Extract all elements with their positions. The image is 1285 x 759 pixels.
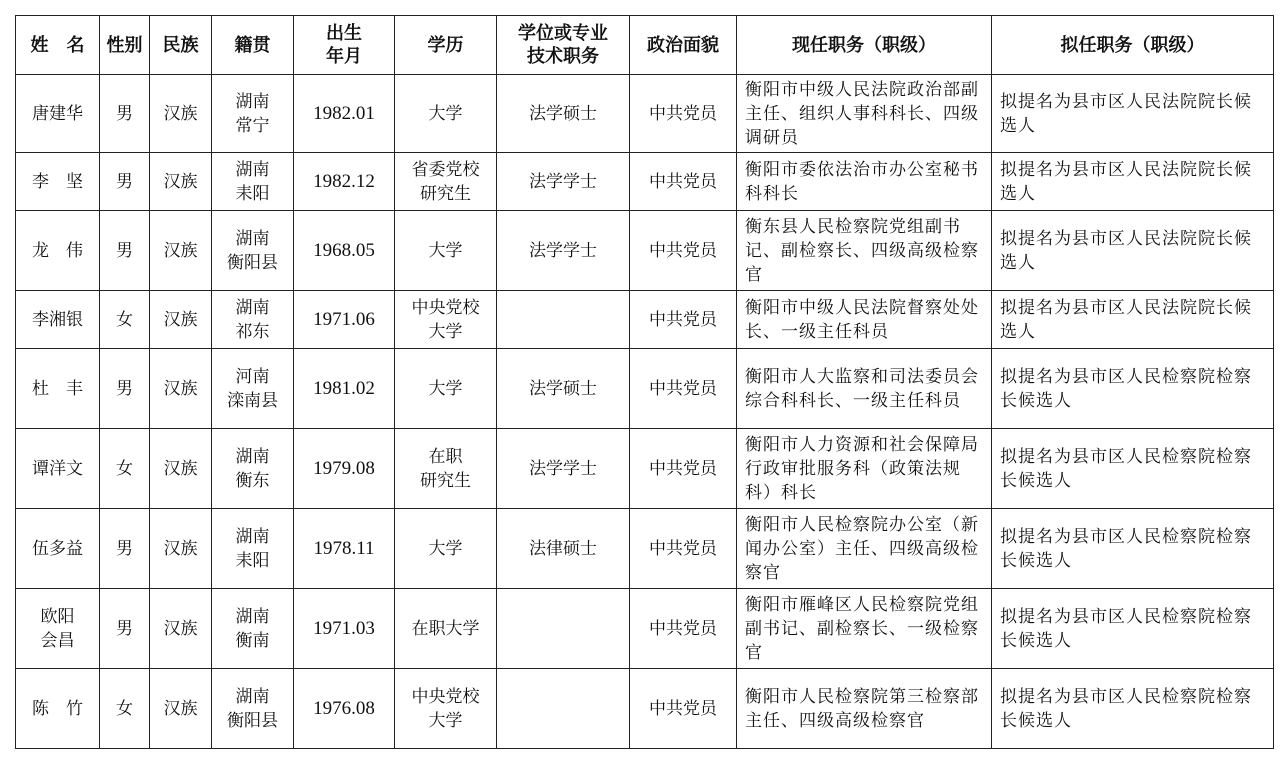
cell-proposed: 拟提名为县市区人民检察院检察长候选人	[992, 349, 1274, 429]
column-header-gender: 性别	[100, 16, 150, 75]
cell-origin: 湖南 衡阳县	[212, 669, 294, 749]
cell-current: 衡阳市委依法治市办公室秘书科科长	[737, 153, 992, 211]
cell-gender: 男	[100, 211, 150, 291]
cell-gender: 男	[100, 349, 150, 429]
cell-name: 欧阳 会昌	[16, 589, 100, 669]
table-header-row	[16, 16, 1274, 75]
cell-proposed: 拟提名为县市区人民法院院长候选人	[992, 75, 1274, 153]
cell-name: 唐建华	[16, 75, 100, 153]
cell-party: 中共党员	[630, 429, 737, 509]
cell-ethnic: 汉族	[150, 589, 212, 669]
cell-ethnic: 汉族	[150, 153, 212, 211]
cell-origin: 湖南 衡南	[212, 589, 294, 669]
cell-ethnic: 汉族	[150, 75, 212, 153]
cell-origin: 湖南 衡东	[212, 429, 294, 509]
cell-birth: 1968.05	[294, 211, 395, 291]
cell-proposed: 拟提名为县市区人民检察院检察长候选人	[992, 669, 1274, 749]
cell-current: 衡阳市人民检察院第三检察部主任、四级高级检察官	[737, 669, 992, 749]
cell-degree	[497, 291, 630, 349]
cell-current: 衡阳市中级人民法院政治部副主任、组织人事科科长、四级调研员	[737, 75, 992, 153]
cell-current: 衡阳市雁峰区人民检察院党组副书记、副检察长、一级检察官	[737, 589, 992, 669]
cell-degree: 法学学士	[497, 211, 630, 291]
column-header-party: 政治面貌	[630, 16, 737, 75]
cell-edu: 大学	[395, 75, 497, 153]
cell-proposed: 拟提名为县市区人民法院院长候选人	[992, 153, 1274, 211]
cell-edu: 中央党校 大学	[395, 669, 497, 749]
cell-degree: 法学硕士	[497, 349, 630, 429]
cell-current: 衡阳市中级人民法院督察处处长、一级主任科员	[737, 291, 992, 349]
cell-current: 衡阳市人力资源和社会保障局行政审批服务科（政策法规科）科长	[737, 429, 992, 509]
table-row	[16, 589, 1274, 669]
cell-edu: 在职 研究生	[395, 429, 497, 509]
cell-gender: 女	[100, 429, 150, 509]
table-row	[16, 429, 1274, 509]
table-row	[16, 291, 1274, 349]
cell-origin: 湖南 耒阳	[212, 153, 294, 211]
cell-ethnic: 汉族	[150, 509, 212, 589]
cell-gender: 女	[100, 669, 150, 749]
cell-birth: 1982.01	[294, 75, 395, 153]
cell-edu: 在职大学	[395, 589, 497, 669]
column-header-current: 现任职务（职级）	[737, 16, 992, 75]
cell-gender: 女	[100, 291, 150, 349]
cell-party: 中共党员	[630, 669, 737, 749]
cell-gender: 男	[100, 153, 150, 211]
cell-birth: 1971.06	[294, 291, 395, 349]
cell-origin: 河南 滦南县	[212, 349, 294, 429]
cell-birth: 1971.03	[294, 589, 395, 669]
cell-ethnic: 汉族	[150, 211, 212, 291]
cell-origin: 湖南 常宁	[212, 75, 294, 153]
cell-edu: 大学	[395, 349, 497, 429]
column-header-degree: 学位或专业 技术职务	[497, 16, 630, 75]
cell-name: 谭洋文	[16, 429, 100, 509]
cell-gender: 男	[100, 509, 150, 589]
cell-party: 中共党员	[630, 75, 737, 153]
cell-edu: 大学	[395, 211, 497, 291]
cell-edu: 省委党校 研究生	[395, 153, 497, 211]
column-header-proposed: 拟任职务（职级）	[992, 16, 1274, 75]
cell-name: 陈 竹	[16, 669, 100, 749]
cell-degree: 法学学士	[497, 153, 630, 211]
table-row	[16, 75, 1274, 153]
cell-proposed: 拟提名为县市区人民检察院检察长候选人	[992, 589, 1274, 669]
cell-degree	[497, 589, 630, 669]
cell-proposed: 拟提名为县市区人民检察院检察长候选人	[992, 429, 1274, 509]
table-row	[16, 349, 1274, 429]
column-header-edu: 学历	[395, 16, 497, 75]
cell-degree: 法律硕士	[497, 509, 630, 589]
cell-ethnic: 汉族	[150, 291, 212, 349]
cell-current: 衡阳市人民检察院办公室（新闻办公室）主任、四级高级检察官	[737, 509, 992, 589]
cell-party: 中共党员	[630, 211, 737, 291]
cell-ethnic: 汉族	[150, 349, 212, 429]
cell-proposed: 拟提名为县市区人民法院院长候选人	[992, 291, 1274, 349]
cell-ethnic: 汉族	[150, 669, 212, 749]
cell-degree: 法学学士	[497, 429, 630, 509]
cell-origin: 湖南 耒阳	[212, 509, 294, 589]
cell-edu: 大学	[395, 509, 497, 589]
cell-name: 杜 丰	[16, 349, 100, 429]
cell-degree: 法学硕士	[497, 75, 630, 153]
cell-name: 李 坚	[16, 153, 100, 211]
candidate-table	[15, 15, 1274, 749]
cell-degree	[497, 669, 630, 749]
cell-party: 中共党员	[630, 349, 737, 429]
cell-gender: 男	[100, 589, 150, 669]
table-row	[16, 211, 1274, 291]
cell-birth: 1982.12	[294, 153, 395, 211]
cell-proposed: 拟提名为县市区人民法院院长候选人	[992, 211, 1274, 291]
cell-party: 中共党员	[630, 291, 737, 349]
column-header-ethnic: 民族	[150, 16, 212, 75]
column-header-birth: 出生 年月	[294, 16, 395, 75]
cell-name: 伍多益	[16, 509, 100, 589]
table-body	[16, 75, 1274, 749]
cell-origin: 湖南 衡阳县	[212, 211, 294, 291]
cell-edu: 中央党校 大学	[395, 291, 497, 349]
cell-party: 中共党员	[630, 509, 737, 589]
cell-birth: 1976.08	[294, 669, 395, 749]
cell-ethnic: 汉族	[150, 429, 212, 509]
table-row	[16, 153, 1274, 211]
table-row	[16, 669, 1274, 749]
cell-party: 中共党员	[630, 153, 737, 211]
cell-name: 龙 伟	[16, 211, 100, 291]
cell-birth: 1978.11	[294, 509, 395, 589]
cell-proposed: 拟提名为县市区人民检察院检察长候选人	[992, 509, 1274, 589]
cell-birth: 1981.02	[294, 349, 395, 429]
cell-origin: 湖南 祁东	[212, 291, 294, 349]
cell-current: 衡东县人民检察院党组副书记、副检察长、四级高级检察官	[737, 211, 992, 291]
cell-birth: 1979.08	[294, 429, 395, 509]
column-header-origin: 籍贯	[212, 16, 294, 75]
cell-gender: 男	[100, 75, 150, 153]
table-row	[16, 509, 1274, 589]
column-header-name: 姓 名	[16, 16, 100, 75]
cell-name: 李湘银	[16, 291, 100, 349]
cell-party: 中共党员	[630, 589, 737, 669]
cell-current: 衡阳市人大监察和司法委员会综合科科长、一级主任科员	[737, 349, 992, 429]
